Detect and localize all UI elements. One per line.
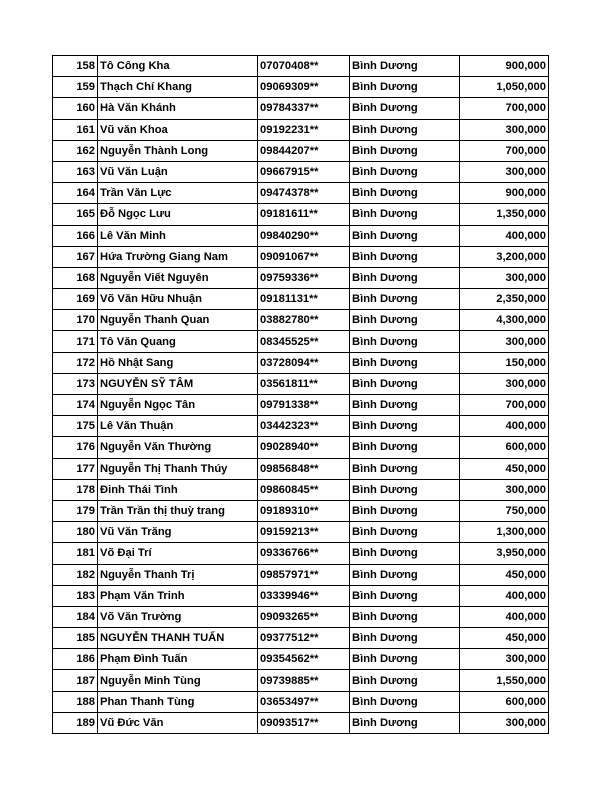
amount-cell: 300,000	[460, 119, 549, 140]
table-row	[53, 77, 549, 98]
province-cell: Bình Dương	[350, 183, 460, 204]
phone-number-cell: 09739885**	[258, 670, 350, 691]
province-cell: Bình Dương	[350, 500, 460, 521]
province-cell: Bình Dương	[350, 691, 460, 712]
row-number-cell: 173	[53, 373, 98, 394]
donor-name-cell: Nguyễn Văn Thường	[98, 437, 258, 458]
table-row	[53, 395, 549, 416]
province-cell: Bình Dương	[350, 352, 460, 373]
phone-number-cell: 09093265**	[258, 606, 350, 627]
table-row	[53, 204, 549, 225]
amount-cell: 400,000	[460, 225, 549, 246]
province-cell: Bình Dương	[350, 670, 460, 691]
phone-number-cell: 09093517**	[258, 712, 350, 733]
table-row	[53, 310, 549, 331]
table-row	[53, 416, 549, 437]
amount-cell: 450,000	[460, 564, 549, 585]
table-row	[53, 140, 549, 161]
row-number-cell: 176	[53, 437, 98, 458]
row-number-cell: 181	[53, 543, 98, 564]
phone-number-cell: 09667915**	[258, 161, 350, 182]
amount-cell: 1,550,000	[460, 670, 549, 691]
table-row	[53, 564, 549, 585]
amount-cell: 300,000	[460, 161, 549, 182]
row-number-cell: 159	[53, 77, 98, 98]
phone-number-cell: 03442323**	[258, 416, 350, 437]
table-row	[53, 628, 549, 649]
donor-name-cell: Võ Văn Trường	[98, 606, 258, 627]
row-number-cell: 186	[53, 649, 98, 670]
row-number-cell: 185	[53, 628, 98, 649]
donor-name-cell: Phan Thanh Tùng	[98, 691, 258, 712]
province-cell: Bình Dương	[350, 331, 460, 352]
donor-name-cell: Vũ Văn Luận	[98, 161, 258, 182]
phone-number-cell: 09857971**	[258, 564, 350, 585]
donor-name-cell: Nguyễn Minh Tùng	[98, 670, 258, 691]
province-cell: Bình Dương	[350, 395, 460, 416]
table-row	[53, 183, 549, 204]
row-number-cell: 167	[53, 246, 98, 267]
donor-name-cell: Trần Trần thị thuỳ trang	[98, 500, 258, 521]
phone-number-cell: 09377512**	[258, 628, 350, 649]
phone-number-cell: 09759336**	[258, 267, 350, 288]
province-cell: Bình Dương	[350, 606, 460, 627]
table-row	[53, 649, 549, 670]
donor-name-cell: Nguyễn Viết Nguyên	[98, 267, 258, 288]
table-row	[53, 98, 549, 119]
amount-cell: 300,000	[460, 712, 549, 733]
donor-name-cell: Nguyễn Thành Long	[98, 140, 258, 161]
row-number-cell: 180	[53, 522, 98, 543]
table-row	[53, 585, 549, 606]
amount-cell: 700,000	[460, 395, 549, 416]
donor-name-cell: Lê Văn Minh	[98, 225, 258, 246]
donor-name-cell: Đỗ Ngọc Lưu	[98, 204, 258, 225]
amount-cell: 700,000	[460, 140, 549, 161]
phone-number-cell: 09860845**	[258, 479, 350, 500]
amount-cell: 600,000	[460, 437, 549, 458]
donor-name-cell: Tô Công Kha	[98, 56, 258, 77]
row-number-cell: 178	[53, 479, 98, 500]
phone-number-cell: 09028940**	[258, 437, 350, 458]
table-row	[53, 373, 549, 394]
row-number-cell: 184	[53, 606, 98, 627]
amount-cell: 1,300,000	[460, 522, 549, 543]
phone-number-cell: 09354562**	[258, 649, 350, 670]
phone-number-cell: 09159213**	[258, 522, 350, 543]
row-number-cell: 164	[53, 183, 98, 204]
donor-name-cell: Vũ Đức Văn	[98, 712, 258, 733]
table-row	[53, 119, 549, 140]
province-cell: Bình Dương	[350, 712, 460, 733]
amount-cell: 300,000	[460, 373, 549, 394]
row-number-cell: 183	[53, 585, 98, 606]
province-cell: Bình Dương	[350, 543, 460, 564]
phone-number-cell: 09189310**	[258, 500, 350, 521]
table-row	[53, 670, 549, 691]
row-number-cell: 171	[53, 331, 98, 352]
row-number-cell: 163	[53, 161, 98, 182]
row-number-cell: 168	[53, 267, 98, 288]
province-cell: Bình Dương	[350, 289, 460, 310]
phone-number-cell: 09856848**	[258, 458, 350, 479]
province-cell: Bình Dương	[350, 458, 460, 479]
donor-name-cell: Võ Đại Trí	[98, 543, 258, 564]
amount-cell: 300,000	[460, 649, 549, 670]
amount-cell: 3,950,000	[460, 543, 549, 564]
amount-cell: 600,000	[460, 691, 549, 712]
donor-table	[52, 55, 549, 734]
province-cell: Bình Dương	[350, 246, 460, 267]
amount-cell: 700,000	[460, 98, 549, 119]
row-number-cell: 170	[53, 310, 98, 331]
donor-name-cell: Hà Văn Khánh	[98, 98, 258, 119]
donor-name-cell: Tô Văn Quang	[98, 331, 258, 352]
province-cell: Bình Dương	[350, 522, 460, 543]
amount-cell: 1,350,000	[460, 204, 549, 225]
row-number-cell: 161	[53, 119, 98, 140]
row-number-cell: 179	[53, 500, 98, 521]
province-cell: Bình Dương	[350, 310, 460, 331]
table-row	[53, 458, 549, 479]
province-cell: Bình Dương	[350, 98, 460, 119]
amount-cell: 4,300,000	[460, 310, 549, 331]
row-number-cell: 188	[53, 691, 98, 712]
phone-number-cell: 03653497**	[258, 691, 350, 712]
phone-number-cell: 09784337**	[258, 98, 350, 119]
phone-number-cell: 08345525**	[258, 331, 350, 352]
amount-cell: 400,000	[460, 606, 549, 627]
row-number-cell: 165	[53, 204, 98, 225]
phone-number-cell: 09091067**	[258, 246, 350, 267]
table-row	[53, 543, 549, 564]
province-cell: Bình Dương	[350, 649, 460, 670]
table-row	[53, 606, 549, 627]
donor-name-cell: Trần Văn Lực	[98, 183, 258, 204]
donor-name-cell: NGUYỄN THANH TUẤN	[98, 628, 258, 649]
province-cell: Bình Dương	[350, 204, 460, 225]
amount-cell: 300,000	[460, 479, 549, 500]
table-row	[53, 500, 549, 521]
table-row	[53, 225, 549, 246]
phone-number-cell: 09474378**	[258, 183, 350, 204]
row-number-cell: 172	[53, 352, 98, 373]
row-number-cell: 189	[53, 712, 98, 733]
row-number-cell: 175	[53, 416, 98, 437]
amount-cell: 750,000	[460, 500, 549, 521]
row-number-cell: 158	[53, 56, 98, 77]
donor-name-cell: Vũ văn Khoa	[98, 119, 258, 140]
table-row	[53, 289, 549, 310]
table-row	[53, 161, 549, 182]
table-row	[53, 352, 549, 373]
table-row	[53, 437, 549, 458]
province-cell: Bình Dương	[350, 225, 460, 246]
amount-cell: 400,000	[460, 585, 549, 606]
donor-name-cell: Nguyễn Thanh Trị	[98, 564, 258, 585]
donor-name-cell: Nguyễn Thanh Quan	[98, 310, 258, 331]
donor-name-cell: Nguyễn Thị Thanh Thúy	[98, 458, 258, 479]
row-number-cell: 177	[53, 458, 98, 479]
province-cell: Bình Dương	[350, 437, 460, 458]
province-cell: Bình Dương	[350, 161, 460, 182]
province-cell: Bình Dương	[350, 56, 460, 77]
table-row	[53, 56, 549, 77]
donor-name-cell: Phạm Văn Trinh	[98, 585, 258, 606]
amount-cell: 900,000	[460, 183, 549, 204]
phone-number-cell: 09791338**	[258, 395, 350, 416]
amount-cell: 300,000	[460, 331, 549, 352]
donor-name-cell: Nguyễn Ngọc Tân	[98, 395, 258, 416]
province-cell: Bình Dương	[350, 585, 460, 606]
phone-number-cell: 07070408**	[258, 56, 350, 77]
province-cell: Bình Dương	[350, 373, 460, 394]
amount-cell: 450,000	[460, 628, 549, 649]
phone-number-cell: 09840290**	[258, 225, 350, 246]
donor-name-cell: Võ Văn Hữu Nhuận	[98, 289, 258, 310]
table-row	[53, 691, 549, 712]
phone-number-cell: 09181611**	[258, 204, 350, 225]
row-number-cell: 169	[53, 289, 98, 310]
donor-name-cell: Vũ Văn Trăng	[98, 522, 258, 543]
phone-number-cell: 03561811**	[258, 373, 350, 394]
donor-name-cell: Đinh Thái Tình	[98, 479, 258, 500]
province-cell: Bình Dương	[350, 564, 460, 585]
donor-name-cell: Lê Văn Thuận	[98, 416, 258, 437]
donor-name-cell: Thạch Chí Khang	[98, 77, 258, 98]
province-cell: Bình Dương	[350, 267, 460, 288]
province-cell: Bình Dương	[350, 479, 460, 500]
donor-name-cell: Phạm Đình Tuấn	[98, 649, 258, 670]
amount-cell: 450,000	[460, 458, 549, 479]
amount-cell: 150,000	[460, 352, 549, 373]
table-row	[53, 522, 549, 543]
province-cell: Bình Dương	[350, 628, 460, 649]
table-row	[53, 331, 549, 352]
province-cell: Bình Dương	[350, 119, 460, 140]
table-row	[53, 267, 549, 288]
donor-name-cell: NGUYỄN SỸ TÂM	[98, 373, 258, 394]
donor-name-cell: Hứa Trường Giang Nam	[98, 246, 258, 267]
amount-cell: 300,000	[460, 267, 549, 288]
phone-number-cell: 03728094**	[258, 352, 350, 373]
amount-cell: 900,000	[460, 56, 549, 77]
row-number-cell: 187	[53, 670, 98, 691]
phone-number-cell: 09336766**	[258, 543, 350, 564]
donor-table-body	[53, 56, 549, 734]
table-row	[53, 479, 549, 500]
phone-number-cell: 09069309**	[258, 77, 350, 98]
table-row	[53, 712, 549, 733]
amount-cell: 1,050,000	[460, 77, 549, 98]
amount-cell: 3,200,000	[460, 246, 549, 267]
donor-name-cell: Hồ Nhật Sang	[98, 352, 258, 373]
amount-cell: 2,350,000	[460, 289, 549, 310]
row-number-cell: 160	[53, 98, 98, 119]
phone-number-cell: 03339946**	[258, 585, 350, 606]
table-row	[53, 246, 549, 267]
amount-cell: 400,000	[460, 416, 549, 437]
row-number-cell: 162	[53, 140, 98, 161]
row-number-cell: 166	[53, 225, 98, 246]
province-cell: Bình Dương	[350, 77, 460, 98]
province-cell: Bình Dương	[350, 140, 460, 161]
phone-number-cell: 09181131**	[258, 289, 350, 310]
row-number-cell: 174	[53, 395, 98, 416]
phone-number-cell: 09844207**	[258, 140, 350, 161]
row-number-cell: 182	[53, 564, 98, 585]
phone-number-cell: 09192231**	[258, 119, 350, 140]
phone-number-cell: 03882780**	[258, 310, 350, 331]
province-cell: Bình Dương	[350, 416, 460, 437]
